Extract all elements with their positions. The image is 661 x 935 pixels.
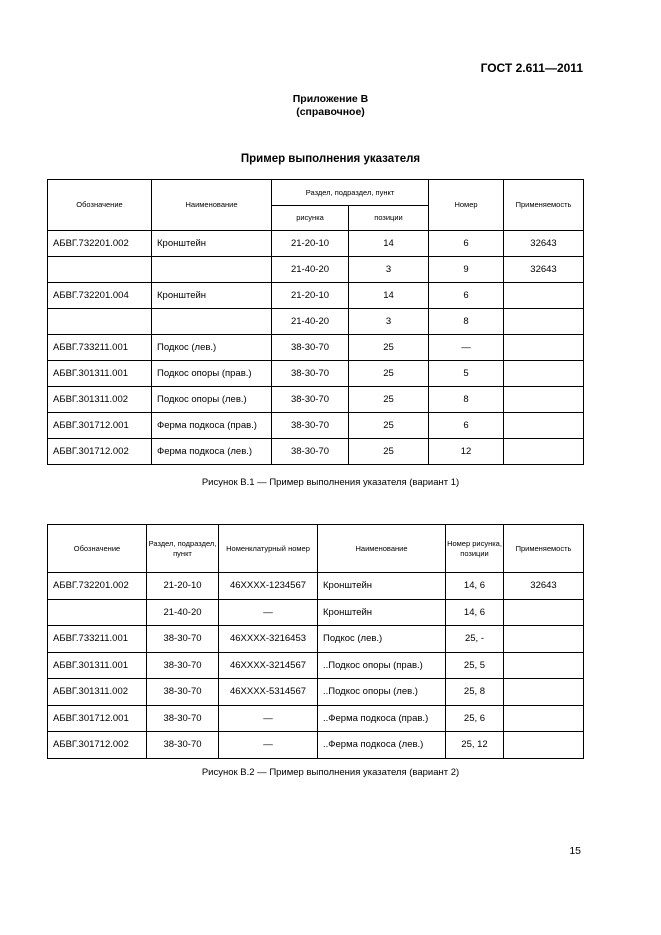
- header-name: Наименование: [152, 180, 272, 231]
- cell-name: [152, 257, 272, 283]
- cell-position: 25: [349, 335, 429, 361]
- cell-applicability: [504, 705, 584, 732]
- cell-figure-position: 25, 5: [446, 652, 504, 679]
- cell-designation: АБВГ.301712.002: [48, 732, 147, 759]
- cell-nomenclature: 46ХХХХ-3214567: [219, 652, 318, 679]
- cell-number: —: [429, 335, 504, 361]
- cell-figure: 21-40-20: [272, 257, 349, 283]
- cell-name: Кронштейн: [152, 231, 272, 257]
- cell-applicability: [504, 387, 584, 413]
- cell-name: Кронштейн: [318, 599, 446, 626]
- cell-number: 8: [429, 387, 504, 413]
- cell-name: Подкос (лев.): [152, 335, 272, 361]
- cell-figure-position: 14, 6: [446, 573, 504, 600]
- table-row: [48, 309, 584, 335]
- cell-applicability: [504, 626, 584, 653]
- cell-name: ..Ферма подкоса (лев.): [318, 732, 446, 759]
- cell-applicability: [504, 679, 584, 706]
- table-row: [48, 387, 584, 413]
- cell-designation: АБВГ.733211.001: [48, 626, 147, 653]
- cell-applicability: [504, 732, 584, 759]
- cell-position: 14: [349, 283, 429, 309]
- header-figure-position: Номер рисунка, позиции: [446, 525, 504, 573]
- cell-name: ..Подкос опоры (прав.): [318, 652, 446, 679]
- table-row: [48, 679, 584, 706]
- table-row: [48, 573, 584, 600]
- appendix-title: Приложение В: [292, 93, 369, 105]
- cell-figure: 21-40-20: [272, 309, 349, 335]
- cell-designation: АБВГ.301712.001: [48, 413, 152, 439]
- cell-section: 38-30-70: [147, 705, 219, 732]
- table-row: [48, 335, 584, 361]
- cell-figure: 38-30-70: [272, 413, 349, 439]
- cell-applicability: 32643: [504, 231, 584, 257]
- cell-section: 38-30-70: [147, 626, 219, 653]
- cell-applicability: [504, 283, 584, 309]
- cell-name: Подкос опоры (прав.): [152, 361, 272, 387]
- figure-caption-2: Рисунок В.2 — Пример выполнения указателя (вариант 2): [201, 767, 460, 778]
- cell-designation: АБВГ.301712.002: [48, 439, 152, 465]
- cell-figure: 38-30-70: [272, 335, 349, 361]
- cell-figure-position: 25, 12: [446, 732, 504, 759]
- cell-section: 38-30-70: [147, 679, 219, 706]
- document-id: ГОСТ 2.611—2011: [480, 61, 583, 75]
- cell-nomenclature: —: [219, 732, 318, 759]
- header-nomenclature: Номенклатурный номер: [219, 525, 318, 573]
- cell-number: 8: [429, 309, 504, 335]
- table-row: [48, 705, 584, 732]
- header-designation: Обозначение: [48, 525, 147, 573]
- cell-name: Подкос (лев.): [318, 626, 446, 653]
- cell-figure-position: 25, 8: [446, 679, 504, 706]
- cell-section: 38-30-70: [147, 732, 219, 759]
- table-row: [48, 231, 584, 257]
- header-name: Наименование: [318, 525, 446, 573]
- table-row: [48, 361, 584, 387]
- cell-designation: АБВГ.732201.002: [48, 573, 147, 600]
- cell-name: Кронштейн: [318, 573, 446, 600]
- table-row: [48, 732, 584, 759]
- header-number: Номер: [429, 180, 504, 231]
- cell-designation: [48, 599, 147, 626]
- cell-applicability: [504, 652, 584, 679]
- cell-designation: АБВГ.732201.004: [48, 283, 152, 309]
- cell-number: 6: [429, 413, 504, 439]
- cell-applicability: [504, 599, 584, 626]
- section-title: Пример выполнения указателя: [240, 153, 421, 165]
- header-figure: рисунка: [272, 206, 349, 231]
- cell-name: Ферма подкоса (прав.): [152, 413, 272, 439]
- cell-applicability: 32643: [504, 257, 584, 283]
- cell-designation: АБВГ.733211.001: [48, 335, 152, 361]
- cell-section: 21-20-10: [147, 573, 219, 600]
- table-row: [48, 599, 584, 626]
- cell-designation: АБВГ.301311.002: [48, 387, 152, 413]
- cell-name: [152, 309, 272, 335]
- cell-name: Ферма подкоса (лев.): [152, 439, 272, 465]
- cell-figure-position: 25, -: [446, 626, 504, 653]
- cell-position: 3: [349, 257, 429, 283]
- header-designation: Обозначение: [48, 180, 152, 231]
- cell-number: 6: [429, 231, 504, 257]
- header-section: Раздел, подраздел, пункт: [272, 180, 429, 206]
- table-row: [48, 439, 584, 465]
- cell-designation: АБВГ.301311.002: [48, 679, 147, 706]
- cell-position: 3: [349, 309, 429, 335]
- cell-figure: 38-30-70: [272, 439, 349, 465]
- table-row: [48, 283, 584, 309]
- cell-applicability: [504, 309, 584, 335]
- cell-applicability: [504, 361, 584, 387]
- cell-name: ..Подкос опоры (лев.): [318, 679, 446, 706]
- cell-number: 9: [429, 257, 504, 283]
- cell-applicability: 32643: [504, 573, 584, 600]
- cell-nomenclature: —: [219, 705, 318, 732]
- cell-number: 6: [429, 283, 504, 309]
- cell-section: 21-40-20: [147, 599, 219, 626]
- cell-applicability: [504, 335, 584, 361]
- cell-figure: 38-30-70: [272, 361, 349, 387]
- table-row: [48, 626, 584, 653]
- table-row: [48, 652, 584, 679]
- index-table-variant-1: [47, 179, 584, 465]
- table-row: [48, 257, 584, 283]
- header-section: Раздел, подраздел, пункт: [147, 525, 219, 573]
- cell-name: Кронштейн: [152, 283, 272, 309]
- cell-figure: 38-30-70: [272, 387, 349, 413]
- cell-designation: [48, 257, 152, 283]
- cell-designation: [48, 309, 152, 335]
- cell-number: 5: [429, 361, 504, 387]
- header-applicability: Применяемость: [504, 525, 584, 573]
- cell-section: 38-30-70: [147, 652, 219, 679]
- cell-nomenclature: 46ХХХХ-3216453: [219, 626, 318, 653]
- cell-nomenclature: —: [219, 599, 318, 626]
- appendix-note: (справочное): [296, 106, 365, 118]
- cell-applicability: [504, 439, 584, 465]
- cell-designation: АБВГ.732201.002: [48, 231, 152, 257]
- page-number: 15: [569, 845, 581, 857]
- cell-nomenclature: 46ХХХХ-5314567: [219, 679, 318, 706]
- cell-designation: АБВГ.301311.001: [48, 652, 147, 679]
- cell-figure-position: 25, 6: [446, 705, 504, 732]
- header-applicability: Применяемость: [504, 180, 584, 231]
- figure-caption-1: Рисунок В.1 — Пример выполнения указателя (вариант 1): [201, 477, 460, 488]
- cell-figure: 21-20-10: [272, 283, 349, 309]
- cell-position: 25: [349, 387, 429, 413]
- cell-name: Подкос опоры (лев.): [152, 387, 272, 413]
- table-row: [48, 413, 584, 439]
- cell-name: ..Ферма подкоса (прав.): [318, 705, 446, 732]
- index-table-variant-2: [47, 524, 584, 759]
- cell-position: 14: [349, 231, 429, 257]
- header-position: позиции: [349, 206, 429, 231]
- cell-position: 25: [349, 361, 429, 387]
- cell-number: 12: [429, 439, 504, 465]
- cell-designation: АБВГ.301712.001: [48, 705, 147, 732]
- cell-figure-position: 14, 6: [446, 599, 504, 626]
- cell-applicability: [504, 413, 584, 439]
- cell-position: 25: [349, 439, 429, 465]
- cell-designation: АБВГ.301311.001: [48, 361, 152, 387]
- cell-figure: 21-20-10: [272, 231, 349, 257]
- cell-position: 25: [349, 413, 429, 439]
- cell-nomenclature: 46ХХХХ-1234567: [219, 573, 318, 600]
